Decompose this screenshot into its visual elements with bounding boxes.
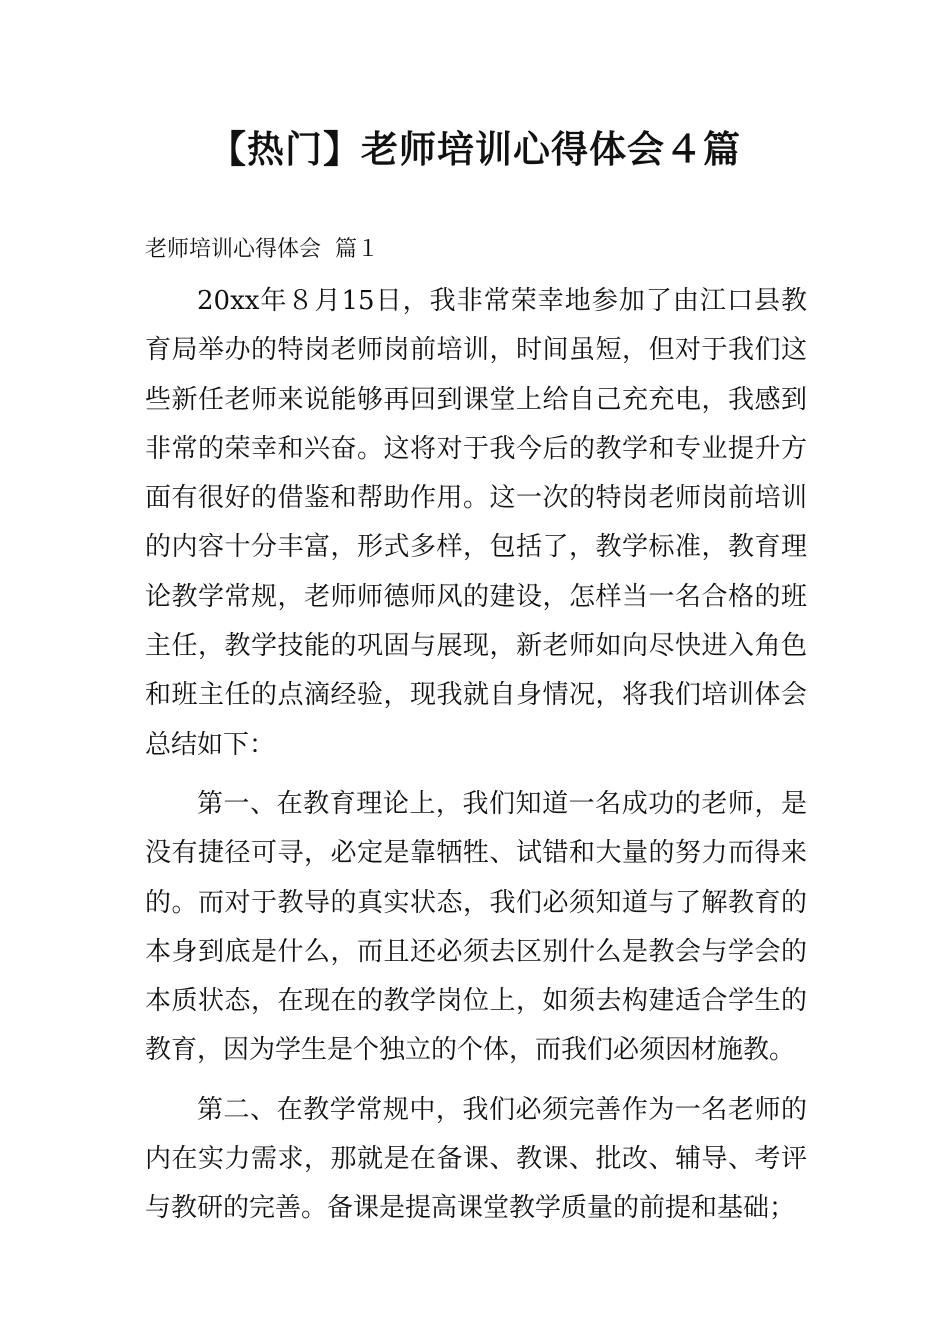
paragraph-1: 20xx年８月15日，我非常荣幸地参加了由江口县教育局举办的特岗老师岗前培训，时间虽短，但对于我们这些新任老师来说能够再回到课堂上给自己充充电，我感到非常的荣幸和兴奋。这将对于我今后的教学和专业提升方面有很好的借鉴和帮助作用。这一次的特岗老师岗前培训的内容十分丰富，形式多样，包括了，教学标准，教育理论教学常规，老师师德师风的建设，怎样当一名合格的班主任，教学技能的巩固与展现，新老师如向尽快进入角色和班主任的点滴经验，现我就自身情况，将我们培训体会总结如下： — [145, 286, 807, 760]
paragraph-3: 第二、在教学常规中，我们必须完善作为一名老师的内在实力需求，那就是在备课、教课、批改、辅导、考评与教研的完善。备课是提高课堂教学质量的前提和基础； — [145, 1094, 807, 1224]
document-body — [145, 277, 807, 1234]
section-heading: 老师培训心得体会 篇１ — [145, 237, 379, 262]
paragraph-2: 第一、在教育理论上，我们知道一名成功的老师，是没有捷径可寻，必定是靠牺牲、试错和大量的努力而得来的。而对于教导的真实状态，我们必须知道与了解教育的本身到底是什么，而且还必须去区别什么是教会与学会的本质状态，在现在的教学岗位上，如须去构建适合学生的教育，因为学生是个独立的个体，而我们必须因材施教。 — [145, 788, 807, 1066]
document-title: 【热门】老师培训心得体会４篇 — [209, 128, 741, 171]
